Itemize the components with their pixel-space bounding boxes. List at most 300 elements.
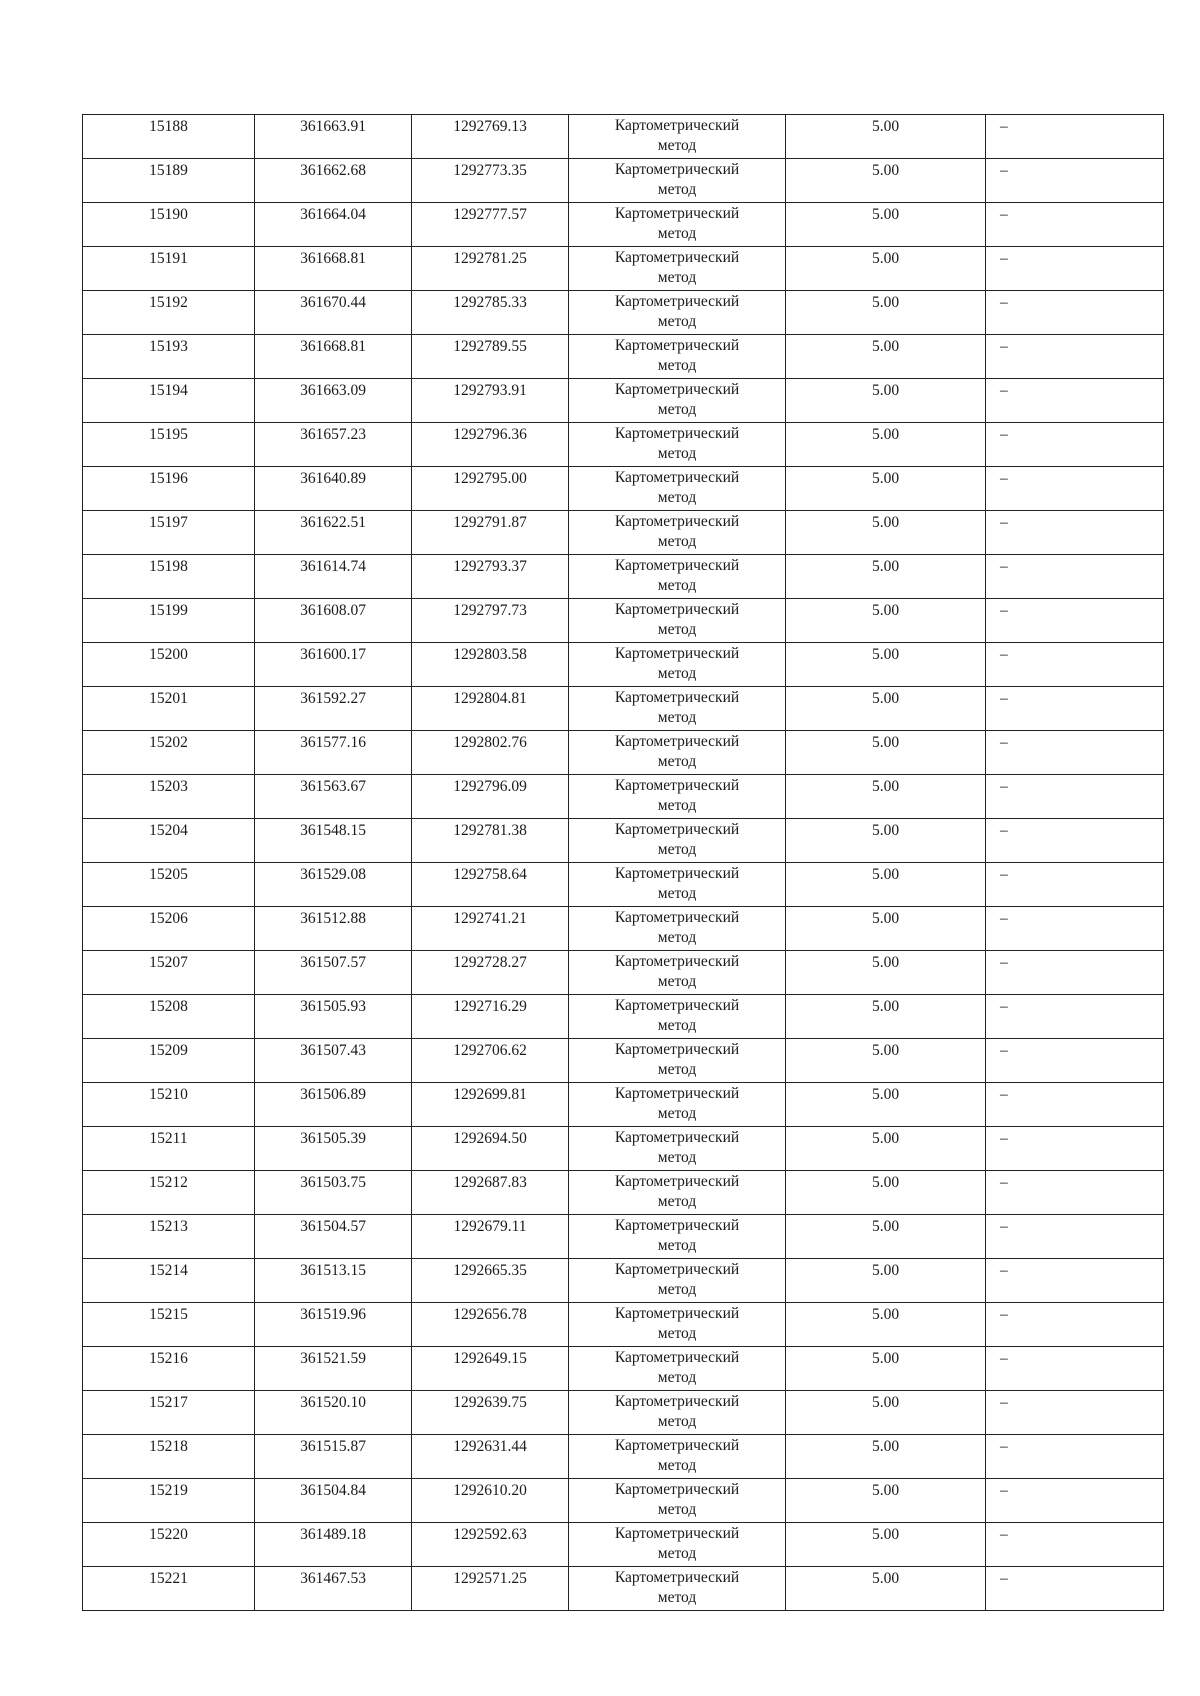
accuracy-cell: 5.00 xyxy=(786,775,986,819)
table-row xyxy=(83,1391,1164,1435)
method-line-1: Картометрический xyxy=(614,1217,740,1234)
method-line-2: метод xyxy=(657,1237,697,1254)
table-row xyxy=(83,291,1164,335)
method-line-2: метод xyxy=(657,269,697,286)
table-row xyxy=(83,335,1164,379)
point-number-cell: 15206 xyxy=(83,907,255,951)
method-cell xyxy=(569,555,786,599)
method-line-1: Картометрический xyxy=(614,1041,740,1058)
point-number-cell: 15188 xyxy=(83,115,255,159)
method-line-2: метод xyxy=(657,1501,697,1518)
method-line-1: Картометрический xyxy=(614,689,740,706)
y-coordinate-cell: 1292797.73 xyxy=(412,599,569,643)
x-coordinate-cell: 361614.74 xyxy=(255,555,412,599)
x-coordinate-cell: 361600.17 xyxy=(255,643,412,687)
accuracy-cell: 5.00 xyxy=(786,819,986,863)
y-coordinate-cell: 1292802.76 xyxy=(412,731,569,775)
note-cell: – xyxy=(986,291,1164,335)
x-coordinate-cell: 361507.43 xyxy=(255,1039,412,1083)
note-cell: – xyxy=(986,203,1164,247)
point-number-cell: 15199 xyxy=(83,599,255,643)
y-coordinate-cell: 1292694.50 xyxy=(412,1127,569,1171)
method-line-2: метод xyxy=(657,1325,697,1342)
method-cell xyxy=(569,951,786,995)
method-cell xyxy=(569,423,786,467)
method-line-2: метод xyxy=(657,621,697,638)
point-number-cell: 15201 xyxy=(83,687,255,731)
method-line-2: метод xyxy=(657,1545,697,1562)
note-cell: – xyxy=(986,1127,1164,1171)
note-cell: – xyxy=(986,1171,1164,1215)
note-cell: – xyxy=(986,159,1164,203)
method-cell xyxy=(569,115,786,159)
table-row xyxy=(83,1523,1164,1567)
note-cell: – xyxy=(986,951,1164,995)
accuracy-cell: 5.00 xyxy=(786,863,986,907)
accuracy-cell: 5.00 xyxy=(786,1039,986,1083)
note-cell: – xyxy=(986,467,1164,511)
point-number-cell: 15192 xyxy=(83,291,255,335)
note-cell: – xyxy=(986,995,1164,1039)
point-number-cell: 15198 xyxy=(83,555,255,599)
y-coordinate-cell: 1292687.83 xyxy=(412,1171,569,1215)
method-line-2: метод xyxy=(657,1061,697,1078)
note-cell: – xyxy=(986,775,1164,819)
accuracy-cell: 5.00 xyxy=(786,1479,986,1523)
method-cell xyxy=(569,159,786,203)
x-coordinate-cell: 361664.04 xyxy=(255,203,412,247)
point-number-cell: 15208 xyxy=(83,995,255,1039)
note-cell: – xyxy=(986,687,1164,731)
table-row xyxy=(83,203,1164,247)
method-line-2: метод xyxy=(657,841,697,858)
x-coordinate-cell: 361657.23 xyxy=(255,423,412,467)
note-cell: – xyxy=(986,335,1164,379)
method-line-1: Картометрический xyxy=(614,513,740,530)
table-row xyxy=(83,995,1164,1039)
method-line-1: Картометрический xyxy=(614,865,740,882)
method-cell xyxy=(569,643,786,687)
x-coordinate-cell: 361505.93 xyxy=(255,995,412,1039)
table-row xyxy=(83,555,1164,599)
table-row xyxy=(83,423,1164,467)
x-coordinate-cell: 361521.59 xyxy=(255,1347,412,1391)
table-row xyxy=(83,1479,1164,1523)
method-line-1: Картометрический xyxy=(614,777,740,794)
method-line-2: метод xyxy=(657,1105,697,1122)
coordinates-table xyxy=(82,114,1164,1611)
method-cell xyxy=(569,731,786,775)
note-cell: – xyxy=(986,1259,1164,1303)
accuracy-cell: 5.00 xyxy=(786,1083,986,1127)
method-line-1: Картометрический xyxy=(614,1437,740,1454)
table-row xyxy=(83,1039,1164,1083)
x-coordinate-cell: 361663.09 xyxy=(255,379,412,423)
point-number-cell: 15189 xyxy=(83,159,255,203)
method-line-2: метод xyxy=(657,577,697,594)
y-coordinate-cell: 1292796.36 xyxy=(412,423,569,467)
y-coordinate-cell: 1292610.20 xyxy=(412,1479,569,1523)
point-number-cell: 15203 xyxy=(83,775,255,819)
y-coordinate-cell: 1292781.38 xyxy=(412,819,569,863)
accuracy-cell: 5.00 xyxy=(786,423,986,467)
note-cell: – xyxy=(986,643,1164,687)
point-number-cell: 15215 xyxy=(83,1303,255,1347)
x-coordinate-cell: 361622.51 xyxy=(255,511,412,555)
x-coordinate-cell: 361503.75 xyxy=(255,1171,412,1215)
method-line-1: Картометрический xyxy=(614,1261,740,1278)
table-row xyxy=(83,1435,1164,1479)
method-line-2: метод xyxy=(657,357,697,374)
method-line-1: Картометрический xyxy=(614,1525,740,1542)
y-coordinate-cell: 1292785.33 xyxy=(412,291,569,335)
x-coordinate-cell: 361515.87 xyxy=(255,1435,412,1479)
point-number-cell: 15195 xyxy=(83,423,255,467)
method-line-1: Картометрический xyxy=(614,469,740,486)
point-number-cell: 15200 xyxy=(83,643,255,687)
note-cell: – xyxy=(986,907,1164,951)
method-line-1: Картометрический xyxy=(614,425,740,442)
accuracy-cell: 5.00 xyxy=(786,1523,986,1567)
x-coordinate-cell: 361668.81 xyxy=(255,335,412,379)
method-line-1: Картометрический xyxy=(614,117,740,134)
y-coordinate-cell: 1292781.25 xyxy=(412,247,569,291)
note-cell: – xyxy=(986,1435,1164,1479)
y-coordinate-cell: 1292741.21 xyxy=(412,907,569,951)
method-cell xyxy=(569,907,786,951)
x-coordinate-cell: 361529.08 xyxy=(255,863,412,907)
method-line-2: метод xyxy=(657,929,697,946)
note-cell: – xyxy=(986,1479,1164,1523)
method-cell xyxy=(569,1303,786,1347)
point-number-cell: 15213 xyxy=(83,1215,255,1259)
accuracy-cell: 5.00 xyxy=(786,467,986,511)
table-row xyxy=(83,599,1164,643)
method-cell xyxy=(569,819,786,863)
method-line-1: Картометрический xyxy=(614,205,740,222)
y-coordinate-cell: 1292592.63 xyxy=(412,1523,569,1567)
method-line-2: метод xyxy=(657,973,697,990)
y-coordinate-cell: 1292656.78 xyxy=(412,1303,569,1347)
accuracy-cell: 5.00 xyxy=(786,247,986,291)
y-coordinate-cell: 1292699.81 xyxy=(412,1083,569,1127)
point-number-cell: 15209 xyxy=(83,1039,255,1083)
method-line-2: метод xyxy=(657,489,697,506)
table-row xyxy=(83,643,1164,687)
point-number-cell: 15216 xyxy=(83,1347,255,1391)
method-line-1: Картометрический xyxy=(614,381,740,398)
method-line-1: Картометрический xyxy=(614,1481,740,1498)
method-cell xyxy=(569,863,786,907)
x-coordinate-cell: 361520.10 xyxy=(255,1391,412,1435)
y-coordinate-cell: 1292803.58 xyxy=(412,643,569,687)
y-coordinate-cell: 1292789.55 xyxy=(412,335,569,379)
accuracy-cell: 5.00 xyxy=(786,1171,986,1215)
point-number-cell: 15205 xyxy=(83,863,255,907)
x-coordinate-cell: 361640.89 xyxy=(255,467,412,511)
method-cell xyxy=(569,1171,786,1215)
point-number-cell: 15193 xyxy=(83,335,255,379)
method-line-1: Картометрический xyxy=(614,1393,740,1410)
point-number-cell: 15191 xyxy=(83,247,255,291)
method-line-1: Картометрический xyxy=(614,249,740,266)
y-coordinate-cell: 1292706.62 xyxy=(412,1039,569,1083)
accuracy-cell: 5.00 xyxy=(786,1567,986,1611)
note-cell: – xyxy=(986,423,1164,467)
accuracy-cell: 5.00 xyxy=(786,1215,986,1259)
method-cell xyxy=(569,1347,786,1391)
accuracy-cell: 5.00 xyxy=(786,1347,986,1391)
x-coordinate-cell: 361668.81 xyxy=(255,247,412,291)
note-cell: – xyxy=(986,731,1164,775)
method-line-2: метод xyxy=(657,1589,697,1606)
note-cell: – xyxy=(986,555,1164,599)
point-number-cell: 15220 xyxy=(83,1523,255,1567)
y-coordinate-cell: 1292716.29 xyxy=(412,995,569,1039)
table-row xyxy=(83,115,1164,159)
table-row xyxy=(83,863,1164,907)
method-line-2: метод xyxy=(657,533,697,550)
point-number-cell: 15218 xyxy=(83,1435,255,1479)
y-coordinate-cell: 1292679.11 xyxy=(412,1215,569,1259)
note-cell: – xyxy=(986,1523,1164,1567)
note-cell: – xyxy=(986,1039,1164,1083)
table-row xyxy=(83,687,1164,731)
table-row xyxy=(83,1171,1164,1215)
x-coordinate-cell: 361507.57 xyxy=(255,951,412,995)
note-cell: – xyxy=(986,819,1164,863)
method-cell xyxy=(569,687,786,731)
table-row xyxy=(83,951,1164,995)
table-row xyxy=(83,511,1164,555)
accuracy-cell: 5.00 xyxy=(786,731,986,775)
method-line-2: метод xyxy=(657,401,697,418)
note-cell: – xyxy=(986,1083,1164,1127)
x-coordinate-cell: 361504.84 xyxy=(255,1479,412,1523)
method-line-2: метод xyxy=(657,445,697,462)
table-row xyxy=(83,1303,1164,1347)
table-row xyxy=(83,1347,1164,1391)
x-coordinate-cell: 361467.53 xyxy=(255,1567,412,1611)
y-coordinate-cell: 1292796.09 xyxy=(412,775,569,819)
method-cell xyxy=(569,1391,786,1435)
y-coordinate-cell: 1292639.75 xyxy=(412,1391,569,1435)
method-line-1: Картометрический xyxy=(614,337,740,354)
point-number-cell: 15219 xyxy=(83,1479,255,1523)
x-coordinate-cell: 361512.88 xyxy=(255,907,412,951)
method-line-1: Картометрический xyxy=(614,161,740,178)
table-row xyxy=(83,159,1164,203)
accuracy-cell: 5.00 xyxy=(786,1303,986,1347)
table-body xyxy=(83,115,1164,1611)
accuracy-cell: 5.00 xyxy=(786,555,986,599)
point-number-cell: 15211 xyxy=(83,1127,255,1171)
note-cell: – xyxy=(986,247,1164,291)
accuracy-cell: 5.00 xyxy=(786,599,986,643)
accuracy-cell: 5.00 xyxy=(786,1391,986,1435)
method-line-2: метод xyxy=(657,137,697,154)
point-number-cell: 15197 xyxy=(83,511,255,555)
y-coordinate-cell: 1292793.37 xyxy=(412,555,569,599)
x-coordinate-cell: 361506.89 xyxy=(255,1083,412,1127)
point-number-cell: 15207 xyxy=(83,951,255,995)
y-coordinate-cell: 1292649.15 xyxy=(412,1347,569,1391)
method-line-2: метод xyxy=(657,1193,697,1210)
accuracy-cell: 5.00 xyxy=(786,1259,986,1303)
accuracy-cell: 5.00 xyxy=(786,511,986,555)
accuracy-cell: 5.00 xyxy=(786,159,986,203)
x-coordinate-cell: 361513.15 xyxy=(255,1259,412,1303)
method-line-2: метод xyxy=(657,753,697,770)
y-coordinate-cell: 1292631.44 xyxy=(412,1435,569,1479)
method-line-1: Картометрический xyxy=(614,909,740,926)
point-number-cell: 15217 xyxy=(83,1391,255,1435)
y-coordinate-cell: 1292795.00 xyxy=(412,467,569,511)
method-cell xyxy=(569,775,786,819)
method-line-2: метод xyxy=(657,665,697,682)
method-line-2: метод xyxy=(657,885,697,902)
point-number-cell: 15194 xyxy=(83,379,255,423)
method-line-2: метод xyxy=(657,1017,697,1034)
method-line-1: Картометрический xyxy=(614,733,740,750)
table-row xyxy=(83,379,1164,423)
note-cell: – xyxy=(986,511,1164,555)
method-line-2: метод xyxy=(657,1369,697,1386)
note-cell: – xyxy=(986,1567,1164,1611)
method-cell xyxy=(569,467,786,511)
y-coordinate-cell: 1292758.64 xyxy=(412,863,569,907)
method-cell xyxy=(569,247,786,291)
method-cell xyxy=(569,1523,786,1567)
y-coordinate-cell: 1292665.35 xyxy=(412,1259,569,1303)
table-row xyxy=(83,1127,1164,1171)
table-row xyxy=(83,1259,1164,1303)
accuracy-cell: 5.00 xyxy=(786,995,986,1039)
point-number-cell: 15214 xyxy=(83,1259,255,1303)
accuracy-cell: 5.00 xyxy=(786,1435,986,1479)
point-number-cell: 15190 xyxy=(83,203,255,247)
method-cell xyxy=(569,1215,786,1259)
x-coordinate-cell: 361519.96 xyxy=(255,1303,412,1347)
accuracy-cell: 5.00 xyxy=(786,379,986,423)
table-row xyxy=(83,467,1164,511)
method-line-1: Картометрический xyxy=(614,821,740,838)
method-line-2: метод xyxy=(657,709,697,726)
method-cell xyxy=(569,335,786,379)
method-line-1: Картометрический xyxy=(614,293,740,310)
note-cell: – xyxy=(986,1391,1164,1435)
accuracy-cell: 5.00 xyxy=(786,907,986,951)
x-coordinate-cell: 361663.91 xyxy=(255,115,412,159)
x-coordinate-cell: 361505.39 xyxy=(255,1127,412,1171)
method-line-1: Картометрический xyxy=(614,1173,740,1190)
y-coordinate-cell: 1292571.25 xyxy=(412,1567,569,1611)
method-cell xyxy=(569,1567,786,1611)
note-cell: – xyxy=(986,1215,1164,1259)
accuracy-cell: 5.00 xyxy=(786,643,986,687)
method-cell xyxy=(569,291,786,335)
table-row xyxy=(83,247,1164,291)
method-line-1: Картометрический xyxy=(614,1349,740,1366)
note-cell: – xyxy=(986,1347,1164,1391)
method-cell xyxy=(569,995,786,1039)
method-line-2: метод xyxy=(657,1457,697,1474)
x-coordinate-cell: 361504.57 xyxy=(255,1215,412,1259)
y-coordinate-cell: 1292804.81 xyxy=(412,687,569,731)
x-coordinate-cell: 361489.18 xyxy=(255,1523,412,1567)
accuracy-cell: 5.00 xyxy=(786,203,986,247)
note-cell: – xyxy=(986,863,1164,907)
y-coordinate-cell: 1292791.87 xyxy=(412,511,569,555)
method-line-1: Картометрический xyxy=(614,1305,740,1322)
point-number-cell: 15212 xyxy=(83,1171,255,1215)
accuracy-cell: 5.00 xyxy=(786,335,986,379)
method-line-1: Картометрический xyxy=(614,557,740,574)
accuracy-cell: 5.00 xyxy=(786,687,986,731)
table-row xyxy=(83,775,1164,819)
method-cell xyxy=(569,599,786,643)
y-coordinate-cell: 1292728.27 xyxy=(412,951,569,995)
point-number-cell: 15210 xyxy=(83,1083,255,1127)
method-line-2: метод xyxy=(657,1281,697,1298)
table-row xyxy=(83,1215,1164,1259)
method-line-2: метод xyxy=(657,1413,697,1430)
method-line-1: Картометрический xyxy=(614,1085,740,1102)
method-line-2: метод xyxy=(657,1149,697,1166)
x-coordinate-cell: 361608.07 xyxy=(255,599,412,643)
x-coordinate-cell: 361662.68 xyxy=(255,159,412,203)
method-cell xyxy=(569,1127,786,1171)
point-number-cell: 15204 xyxy=(83,819,255,863)
y-coordinate-cell: 1292777.57 xyxy=(412,203,569,247)
table-row xyxy=(83,1083,1164,1127)
method-line-2: метод xyxy=(657,181,697,198)
note-cell: – xyxy=(986,379,1164,423)
method-line-2: метод xyxy=(657,225,697,242)
method-cell xyxy=(569,1435,786,1479)
method-cell xyxy=(569,1259,786,1303)
method-cell xyxy=(569,511,786,555)
method-line-1: Картометрический xyxy=(614,953,740,970)
method-cell xyxy=(569,1083,786,1127)
table-row xyxy=(83,907,1164,951)
method-line-1: Картометрический xyxy=(614,1569,740,1586)
table-row xyxy=(83,1567,1164,1611)
table-row xyxy=(83,819,1164,863)
method-cell xyxy=(569,379,786,423)
accuracy-cell: 5.00 xyxy=(786,291,986,335)
method-line-2: метод xyxy=(657,313,697,330)
method-cell xyxy=(569,1479,786,1523)
method-line-1: Картометрический xyxy=(614,1129,740,1146)
accuracy-cell: 5.00 xyxy=(786,115,986,159)
method-cell xyxy=(569,1039,786,1083)
x-coordinate-cell: 361592.27 xyxy=(255,687,412,731)
point-number-cell: 15202 xyxy=(83,731,255,775)
method-line-1: Картометрический xyxy=(614,601,740,618)
accuracy-cell: 5.00 xyxy=(786,1127,986,1171)
x-coordinate-cell: 361548.15 xyxy=(255,819,412,863)
point-number-cell: 15221 xyxy=(83,1567,255,1611)
x-coordinate-cell: 361577.16 xyxy=(255,731,412,775)
point-number-cell: 15196 xyxy=(83,467,255,511)
y-coordinate-cell: 1292773.35 xyxy=(412,159,569,203)
note-cell: – xyxy=(986,599,1164,643)
method-line-1: Картометрический xyxy=(614,997,740,1014)
note-cell: – xyxy=(986,1303,1164,1347)
table-row xyxy=(83,731,1164,775)
method-line-2: метод xyxy=(657,797,697,814)
